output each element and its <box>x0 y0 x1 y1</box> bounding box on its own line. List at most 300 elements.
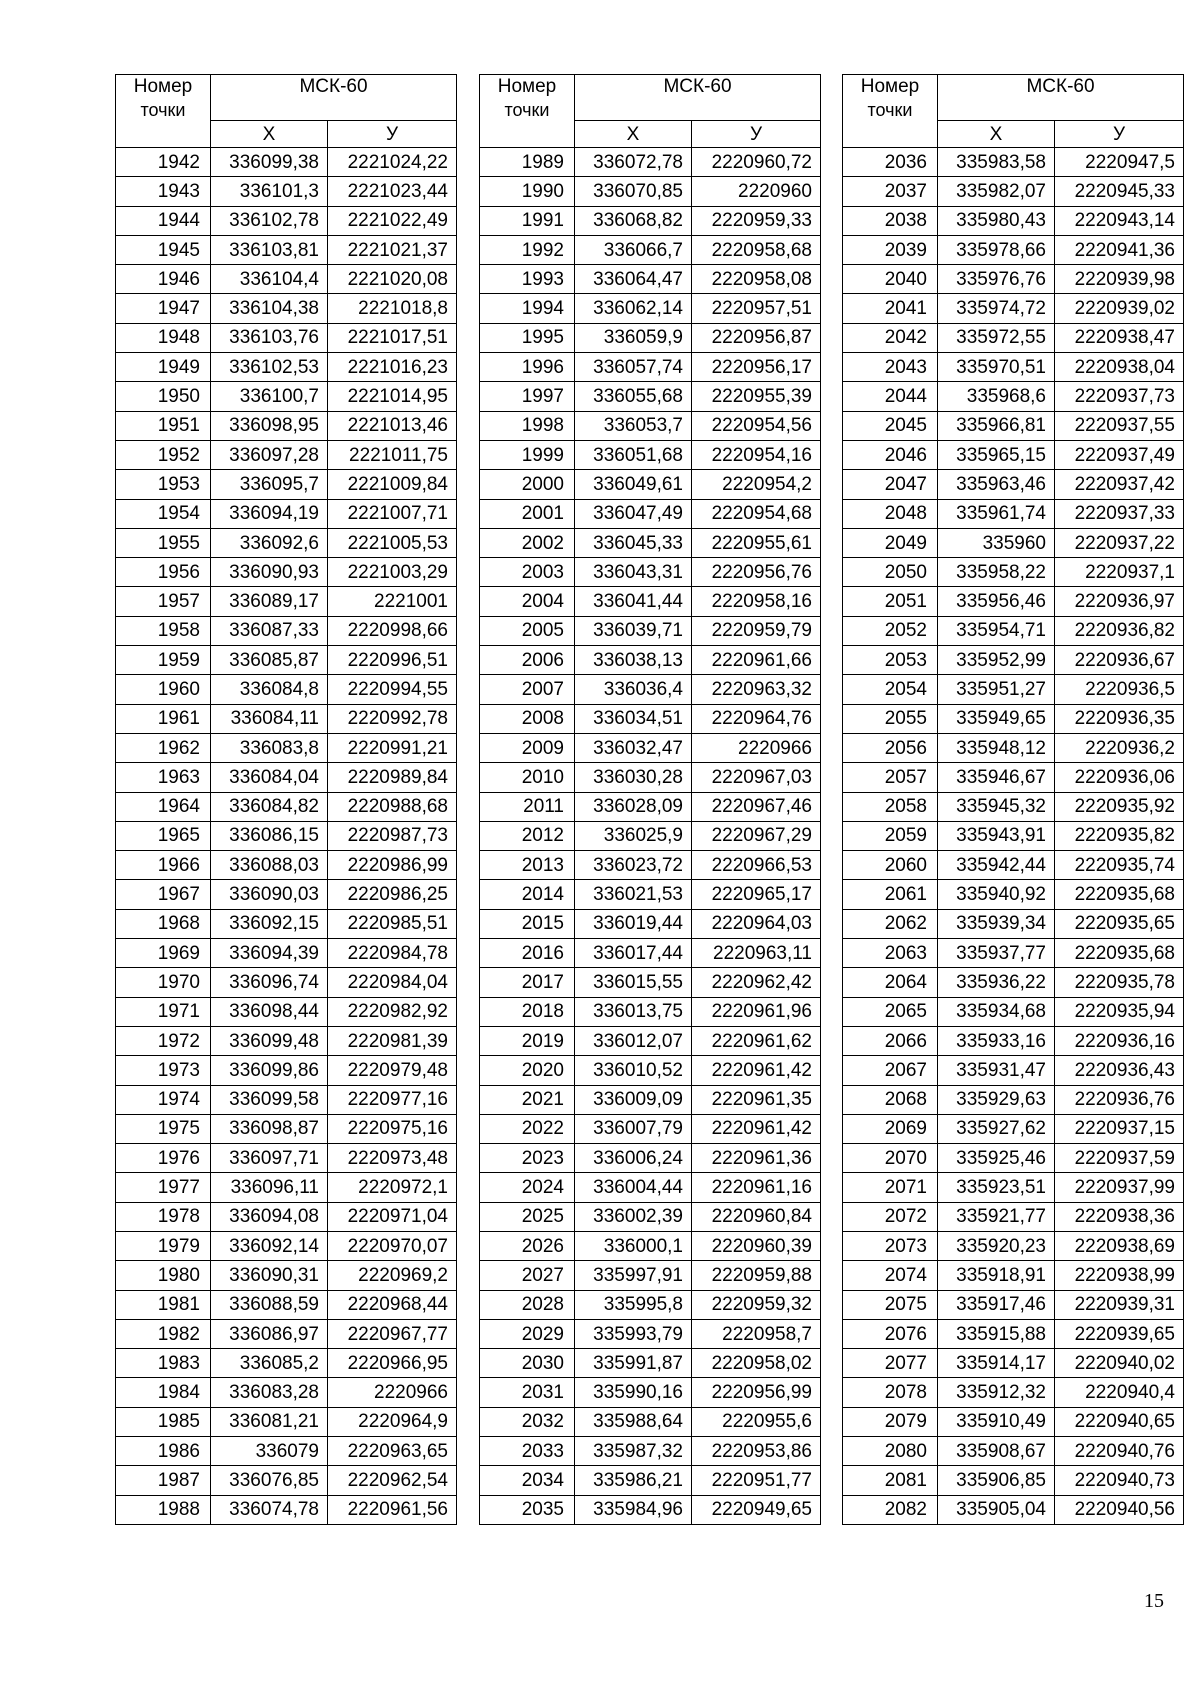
point-number-cell: 2079 <box>843 1407 938 1436</box>
point-number-cell: 1951 <box>116 411 211 440</box>
x-coordinate-cell: 335925,46 <box>938 1144 1055 1173</box>
point-number-cell: 2024 <box>480 1173 575 1202</box>
table-row <box>116 265 457 294</box>
x-coordinate-cell: 336023,72 <box>575 851 692 880</box>
x-coordinate-cell: 335984,96 <box>575 1495 692 1524</box>
point-number-cell: 2046 <box>843 440 938 469</box>
y-coordinate-cell: 2220961,42 <box>692 1056 821 1085</box>
x-coordinate-cell: 336092,15 <box>211 909 328 938</box>
coordinate-system-header: МСК-60 <box>938 75 1184 121</box>
y-coordinate-cell: 2221007,71 <box>328 499 457 528</box>
y-coordinate-cell: 2220938,99 <box>1055 1261 1184 1290</box>
point-number-cell: 1993 <box>480 265 575 294</box>
x-coordinate-cell: 336094,08 <box>211 1202 328 1231</box>
y-coordinate-cell: 2220984,78 <box>328 939 457 968</box>
table-row <box>116 206 457 235</box>
x-coordinate-cell: 336099,38 <box>211 148 328 177</box>
x-coordinate-cell: 335912,32 <box>938 1378 1055 1407</box>
table-row <box>116 646 457 675</box>
table-row <box>843 1261 1184 1290</box>
y-coordinate-cell: 2221017,51 <box>328 323 457 352</box>
x-coordinate-cell: 336025,9 <box>575 821 692 850</box>
y-coordinate-cell: 2220961,35 <box>692 1085 821 1114</box>
x-coordinate-cell: 336085,2 <box>211 1349 328 1378</box>
table-row <box>843 470 1184 499</box>
table-row <box>843 265 1184 294</box>
point-number-cell: 1971 <box>116 997 211 1026</box>
y-coordinate-cell: 2220938,04 <box>1055 353 1184 382</box>
x-coordinate-cell: 336101,3 <box>211 177 328 206</box>
x-coordinate-cell: 336085,87 <box>211 646 328 675</box>
x-coordinate-cell: 336076,85 <box>211 1466 328 1495</box>
table-row <box>480 265 821 294</box>
y-coordinate-cell: 2220936,16 <box>1055 1026 1184 1055</box>
point-number-cell: 2023 <box>480 1144 575 1173</box>
y-coordinate-cell: 2220961,16 <box>692 1173 821 1202</box>
point-number-cell: 1964 <box>116 792 211 821</box>
table-row <box>116 1085 457 1114</box>
point-number-cell: 1968 <box>116 909 211 938</box>
point-number-cell: 2031 <box>480 1378 575 1407</box>
x-coordinate-cell: 336099,86 <box>211 1056 328 1085</box>
point-number-cell: 2042 <box>843 323 938 352</box>
y-coordinate-cell: 2220981,39 <box>328 1026 457 1055</box>
table-row <box>116 148 457 177</box>
point-number-cell: 2045 <box>843 411 938 440</box>
x-coordinate-cell: 335961,74 <box>938 499 1055 528</box>
table-row <box>116 1114 457 1143</box>
x-coordinate-cell: 335918,91 <box>938 1261 1055 1290</box>
x-coordinate-cell: 335939,34 <box>938 909 1055 938</box>
x-coordinate-cell: 336068,82 <box>575 206 692 235</box>
table-row <box>480 1407 821 1436</box>
table-row <box>843 616 1184 645</box>
point-number-cell: 2050 <box>843 558 938 587</box>
y-coordinate-cell: 2220943,14 <box>1055 206 1184 235</box>
point-number-cell: 2052 <box>843 616 938 645</box>
x-coordinate-cell: 335936,22 <box>938 968 1055 997</box>
y-coordinate-cell: 2220936,76 <box>1055 1085 1184 1114</box>
x-coordinate-cell: 336102,53 <box>211 353 328 382</box>
x-coordinate-cell: 336104,4 <box>211 265 328 294</box>
x-coordinate-cell: 335908,67 <box>938 1437 1055 1466</box>
point-number-cell: 2048 <box>843 499 938 528</box>
x-coordinate-cell: 335983,58 <box>938 148 1055 177</box>
table-row <box>116 558 457 587</box>
table-row <box>116 792 457 821</box>
y-coordinate-cell: 2220972,1 <box>328 1173 457 1202</box>
table-row <box>480 939 821 968</box>
x-coordinate-cell: 336057,74 <box>575 353 692 382</box>
x-coordinate-cell: 336090,03 <box>211 880 328 909</box>
x-coordinate-cell: 336104,38 <box>211 294 328 323</box>
x-coordinate-cell: 336009,09 <box>575 1085 692 1114</box>
table-row <box>843 909 1184 938</box>
table-row <box>116 909 457 938</box>
y-column-header: У <box>328 121 457 148</box>
y-coordinate-cell: 2220936,35 <box>1055 704 1184 733</box>
x-coordinate-cell: 335943,91 <box>938 821 1055 850</box>
point-number-cell: 2007 <box>480 675 575 704</box>
point-number-cell: 2036 <box>843 148 938 177</box>
y-coordinate-cell: 2220959,32 <box>692 1290 821 1319</box>
y-coordinate-cell: 2220937,15 <box>1055 1114 1184 1143</box>
x-coordinate-cell: 335960 <box>938 528 1055 557</box>
point-number-cell: 2003 <box>480 558 575 587</box>
y-coordinate-cell: 2220992,78 <box>328 704 457 733</box>
point-number-cell: 2037 <box>843 177 938 206</box>
x-coordinate-cell: 335914,17 <box>938 1349 1055 1378</box>
y-coordinate-cell: 2220962,42 <box>692 968 821 997</box>
point-number-cell: 1955 <box>116 528 211 557</box>
y-coordinate-cell: 2220947,5 <box>1055 148 1184 177</box>
x-coordinate-cell: 336088,59 <box>211 1290 328 1319</box>
point-number-cell: 1957 <box>116 587 211 616</box>
y-coordinate-cell: 2220967,77 <box>328 1319 457 1348</box>
x-coordinate-cell: 335906,85 <box>938 1466 1055 1495</box>
y-coordinate-cell: 2220935,68 <box>1055 939 1184 968</box>
y-coordinate-cell: 2220954,2 <box>692 470 821 499</box>
table-row <box>480 1319 821 1348</box>
y-column-header: У <box>692 121 821 148</box>
y-coordinate-cell: 2220989,84 <box>328 763 457 792</box>
x-coordinate-cell: 335905,04 <box>938 1495 1055 1524</box>
x-coordinate-cell: 336087,33 <box>211 616 328 645</box>
point-number-cell: 1994 <box>480 294 575 323</box>
y-coordinate-cell: 2220939,31 <box>1055 1290 1184 1319</box>
point-number-cell: 1978 <box>116 1202 211 1231</box>
point-number-cell: 2000 <box>480 470 575 499</box>
point-number-cell: 1991 <box>480 206 575 235</box>
point-number-header-line2: точки <box>504 100 550 120</box>
table-row <box>480 763 821 792</box>
y-coordinate-cell: 2220938,47 <box>1055 323 1184 352</box>
point-number-cell: 1947 <box>116 294 211 323</box>
point-number-cell: 1954 <box>116 499 211 528</box>
table-row <box>480 1114 821 1143</box>
table-row <box>480 792 821 821</box>
point-number-cell: 2039 <box>843 235 938 264</box>
table-row <box>480 1085 821 1114</box>
point-number-cell: 1953 <box>116 470 211 499</box>
x-coordinate-cell: 335987,32 <box>575 1437 692 1466</box>
y-coordinate-cell: 2220998,66 <box>328 616 457 645</box>
y-coordinate-cell: 2220956,99 <box>692 1378 821 1407</box>
point-number-cell: 2072 <box>843 1202 938 1231</box>
point-number-cell: 1997 <box>480 382 575 411</box>
table-row <box>116 880 457 909</box>
table-row <box>843 821 1184 850</box>
y-coordinate-cell: 2221021,37 <box>328 235 457 264</box>
table-row <box>843 1466 1184 1495</box>
table-row <box>843 1026 1184 1055</box>
y-coordinate-cell: 2221020,08 <box>328 265 457 294</box>
y-coordinate-cell: 2220949,65 <box>692 1495 821 1524</box>
x-coordinate-cell: 336038,13 <box>575 646 692 675</box>
point-number-cell: 2021 <box>480 1085 575 1114</box>
table-row <box>480 440 821 469</box>
y-coordinate-cell: 2220958,7 <box>692 1319 821 1348</box>
y-coordinate-cell: 2220955,61 <box>692 528 821 557</box>
y-coordinate-cell: 2220958,16 <box>692 587 821 616</box>
y-coordinate-cell: 2220959,88 <box>692 1261 821 1290</box>
x-coordinate-cell: 335993,79 <box>575 1319 692 1348</box>
point-number-cell: 2041 <box>843 294 938 323</box>
point-number-header-line2: точки <box>140 100 186 120</box>
y-coordinate-cell: 2220966,53 <box>692 851 821 880</box>
point-number-cell: 1992 <box>480 235 575 264</box>
table-row <box>116 470 457 499</box>
point-number-cell: 2074 <box>843 1261 938 1290</box>
y-coordinate-cell: 2220960,72 <box>692 148 821 177</box>
table-row <box>480 851 821 880</box>
y-coordinate-cell: 2220996,51 <box>328 646 457 675</box>
point-number-cell: 2010 <box>480 763 575 792</box>
table-row <box>843 206 1184 235</box>
y-coordinate-cell: 2220959,79 <box>692 616 821 645</box>
point-number-cell: 2033 <box>480 1437 575 1466</box>
point-number-cell: 2077 <box>843 1349 938 1378</box>
x-coordinate-cell: 335956,46 <box>938 587 1055 616</box>
y-coordinate-cell: 2221024,22 <box>328 148 457 177</box>
y-coordinate-cell: 2220970,07 <box>328 1231 457 1260</box>
x-coordinate-cell: 336081,21 <box>211 1407 328 1436</box>
point-number-header-line1: Номер <box>497 76 557 97</box>
point-number-cell: 2075 <box>843 1290 938 1319</box>
point-number-cell: 2002 <box>480 528 575 557</box>
point-number-cell: 2051 <box>843 587 938 616</box>
y-coordinate-cell: 2220935,82 <box>1055 821 1184 850</box>
table-row <box>116 411 457 440</box>
table-row <box>843 1173 1184 1202</box>
x-coordinate-cell: 335946,67 <box>938 763 1055 792</box>
x-coordinate-cell: 335972,55 <box>938 323 1055 352</box>
x-column-header: Х <box>938 121 1055 148</box>
x-coordinate-cell: 336102,78 <box>211 206 328 235</box>
table-row <box>480 733 821 762</box>
point-number-cell: 2059 <box>843 821 938 850</box>
table-row <box>116 939 457 968</box>
x-coordinate-cell: 336010,52 <box>575 1056 692 1085</box>
point-number-cell: 1988 <box>116 1495 211 1524</box>
y-coordinate-cell: 2220965,17 <box>692 880 821 909</box>
x-coordinate-cell: 336059,9 <box>575 323 692 352</box>
point-number-header-line1: Номер <box>860 76 920 97</box>
table-row <box>843 646 1184 675</box>
point-number-cell: 2064 <box>843 968 938 997</box>
x-coordinate-cell: 336098,87 <box>211 1114 328 1143</box>
x-coordinate-cell: 336036,4 <box>575 675 692 704</box>
point-number-cell: 1976 <box>116 1144 211 1173</box>
table-row <box>843 733 1184 762</box>
y-coordinate-cell: 2220937,22 <box>1055 528 1184 557</box>
x-coordinate-cell: 336070,85 <box>575 177 692 206</box>
y-coordinate-cell: 2220940,76 <box>1055 1437 1184 1466</box>
table-row <box>116 177 457 206</box>
table-row <box>843 1114 1184 1143</box>
x-column-header: Х <box>575 121 692 148</box>
table-row <box>116 1056 457 1085</box>
x-coordinate-cell: 336103,81 <box>211 235 328 264</box>
y-coordinate-cell: 2220955,6 <box>692 1407 821 1436</box>
y-coordinate-cell: 2220954,56 <box>692 411 821 440</box>
y-coordinate-cell: 2220967,03 <box>692 763 821 792</box>
y-coordinate-cell: 2220956,76 <box>692 558 821 587</box>
x-coordinate-cell: 336084,82 <box>211 792 328 821</box>
coordinate-table-2 <box>479 74 821 1525</box>
x-coordinate-cell: 336002,39 <box>575 1202 692 1231</box>
coordinate-system-header: МСК-60 <box>211 75 457 121</box>
y-coordinate-cell: 2220940,73 <box>1055 1466 1184 1495</box>
table-row <box>116 294 457 323</box>
y-coordinate-cell: 2220961,56 <box>328 1495 457 1524</box>
table-row <box>480 704 821 733</box>
table-row <box>116 499 457 528</box>
point-number-cell: 2029 <box>480 1319 575 1348</box>
point-number-cell: 2068 <box>843 1085 938 1114</box>
x-coordinate-cell: 336074,78 <box>211 1495 328 1524</box>
table-row <box>480 880 821 909</box>
point-number-cell: 2067 <box>843 1056 938 1085</box>
point-number-cell: 2015 <box>480 909 575 938</box>
table-row <box>480 353 821 382</box>
point-number-cell: 2053 <box>843 646 938 675</box>
point-number-cell: 2014 <box>480 880 575 909</box>
table-row <box>843 411 1184 440</box>
table-row <box>480 616 821 645</box>
point-number-cell: 1984 <box>116 1378 211 1407</box>
y-coordinate-cell: 2220968,44 <box>328 1290 457 1319</box>
coordinate-table-3 <box>842 74 1184 1525</box>
x-coordinate-cell: 336086,97 <box>211 1319 328 1348</box>
x-coordinate-cell: 336015,55 <box>575 968 692 997</box>
y-coordinate-cell: 2220977,16 <box>328 1085 457 1114</box>
y-coordinate-cell: 2220994,55 <box>328 675 457 704</box>
point-number-cell: 2065 <box>843 997 938 1026</box>
point-number-cell: 2080 <box>843 1437 938 1466</box>
table-row <box>843 939 1184 968</box>
x-coordinate-cell: 335934,68 <box>938 997 1055 1026</box>
x-coordinate-cell: 336012,07 <box>575 1026 692 1055</box>
y-coordinate-cell: 2220936,43 <box>1055 1056 1184 1085</box>
y-coordinate-cell: 2220938,36 <box>1055 1202 1184 1231</box>
point-number-cell: 1995 <box>480 323 575 352</box>
point-number-cell: 2073 <box>843 1231 938 1260</box>
x-coordinate-cell: 335945,32 <box>938 792 1055 821</box>
x-coordinate-cell: 336045,33 <box>575 528 692 557</box>
x-coordinate-cell: 336013,75 <box>575 997 692 1026</box>
point-number-cell: 1969 <box>116 939 211 968</box>
x-coordinate-cell: 336089,17 <box>211 587 328 616</box>
point-number-cell: 2057 <box>843 763 938 792</box>
x-coordinate-cell: 336049,61 <box>575 470 692 499</box>
y-coordinate-cell: 2220986,99 <box>328 851 457 880</box>
x-coordinate-cell: 336083,8 <box>211 733 328 762</box>
table-row <box>843 1319 1184 1348</box>
x-coordinate-cell: 336055,68 <box>575 382 692 411</box>
y-coordinate-cell: 2220956,87 <box>692 323 821 352</box>
table-row <box>116 382 457 411</box>
table-row <box>116 1378 457 1407</box>
point-number-cell: 1987 <box>116 1466 211 1495</box>
point-number-cell: 1999 <box>480 440 575 469</box>
point-number-cell: 2066 <box>843 1026 938 1055</box>
x-coordinate-cell: 335917,46 <box>938 1290 1055 1319</box>
y-coordinate-cell: 2220988,68 <box>328 792 457 821</box>
x-coordinate-cell: 335940,92 <box>938 880 1055 909</box>
table-row <box>843 1495 1184 1524</box>
point-number-cell: 2038 <box>843 206 938 235</box>
point-number-cell: 1970 <box>116 968 211 997</box>
point-number-cell: 2028 <box>480 1290 575 1319</box>
x-coordinate-cell: 336072,78 <box>575 148 692 177</box>
table-row <box>843 1085 1184 1114</box>
y-coordinate-cell: 2220979,48 <box>328 1056 457 1085</box>
x-coordinate-cell: 335978,66 <box>938 235 1055 264</box>
x-coordinate-cell: 335990,16 <box>575 1378 692 1407</box>
point-number-cell: 1942 <box>116 148 211 177</box>
table-row <box>116 1231 457 1260</box>
y-coordinate-cell: 2221014,95 <box>328 382 457 411</box>
point-number-cell: 2054 <box>843 675 938 704</box>
point-number-cell: 2047 <box>843 470 938 499</box>
x-coordinate-cell: 336096,11 <box>211 1173 328 1202</box>
x-coordinate-cell: 336098,44 <box>211 997 328 1026</box>
table-row <box>480 558 821 587</box>
y-coordinate-cell: 2220940,65 <box>1055 1407 1184 1436</box>
table-row <box>480 382 821 411</box>
x-coordinate-cell: 336090,93 <box>211 558 328 587</box>
y-coordinate-cell: 2220967,29 <box>692 821 821 850</box>
x-coordinate-cell: 335968,6 <box>938 382 1055 411</box>
table-row <box>480 323 821 352</box>
point-number-cell: 2044 <box>843 382 938 411</box>
x-coordinate-cell: 335915,88 <box>938 1319 1055 1348</box>
table-row <box>843 148 1184 177</box>
table-row <box>116 1349 457 1378</box>
x-coordinate-cell: 336103,76 <box>211 323 328 352</box>
x-coordinate-cell: 336019,44 <box>575 909 692 938</box>
y-coordinate-cell: 2220963,32 <box>692 675 821 704</box>
y-coordinate-cell: 2221005,53 <box>328 528 457 557</box>
table-row <box>480 1231 821 1260</box>
table-row <box>480 411 821 440</box>
table-row <box>843 294 1184 323</box>
x-coordinate-cell: 336079 <box>211 1437 328 1466</box>
y-coordinate-cell: 2220953,86 <box>692 1437 821 1466</box>
y-coordinate-cell: 2220955,39 <box>692 382 821 411</box>
table-row <box>843 1144 1184 1173</box>
table-row <box>116 353 457 382</box>
y-coordinate-cell: 2221018,8 <box>328 294 457 323</box>
point-number-cell: 2020 <box>480 1056 575 1085</box>
x-coordinate-cell: 335976,76 <box>938 265 1055 294</box>
y-coordinate-cell: 2220937,55 <box>1055 411 1184 440</box>
x-coordinate-cell: 335974,72 <box>938 294 1055 323</box>
x-coordinate-cell: 335952,99 <box>938 646 1055 675</box>
y-coordinate-cell: 2220966,95 <box>328 1349 457 1378</box>
y-coordinate-cell: 2220939,98 <box>1055 265 1184 294</box>
point-number-cell: 2006 <box>480 646 575 675</box>
x-coordinate-cell: 335954,71 <box>938 616 1055 645</box>
table-row <box>843 440 1184 469</box>
x-coordinate-cell: 336028,09 <box>575 792 692 821</box>
point-number-cell: 1956 <box>116 558 211 587</box>
point-number-cell: 2008 <box>480 704 575 733</box>
x-coordinate-cell: 335921,77 <box>938 1202 1055 1231</box>
x-coordinate-cell: 336092,14 <box>211 1231 328 1260</box>
y-coordinate-cell: 2220937,1 <box>1055 558 1184 587</box>
